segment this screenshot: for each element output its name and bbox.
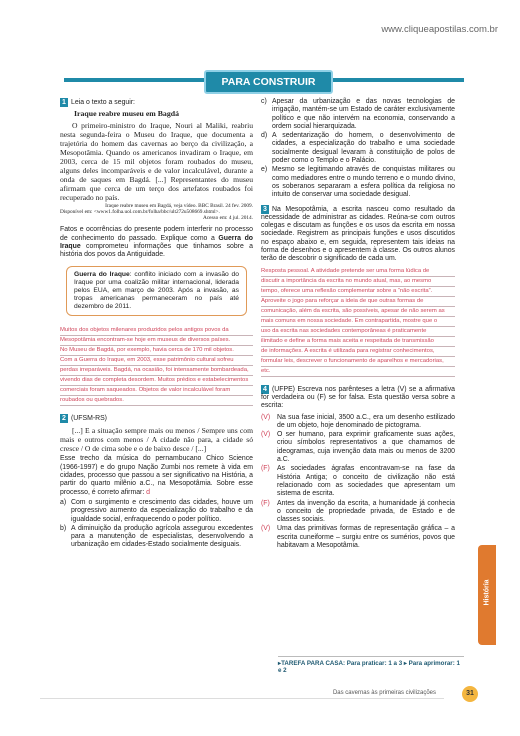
glossary-text: : conflito iniciado com a invasão do Iraque por uma coalizão militar internacional, liderada pelos EUA, em março de 2003. Após a invasão, as tropas americanas permaneceram no país até dezembro de 2011. bbox=[74, 270, 239, 311]
q2-option-b bbox=[60, 525, 253, 550]
source-line-2: Disponível em: <www1.folha.uol.com.br/folha/bbc/ult272u508669.shtml>. bbox=[60, 208, 220, 215]
q3-number: 3 bbox=[261, 205, 269, 214]
tf-mark: (F) bbox=[261, 499, 270, 507]
answer-line: perdas irreparáveis. Bagdá, na ocasião, foi intensamente bombardeada, bbox=[60, 366, 253, 376]
option-text: A diminuição da produção agrícola assegurou excedentes para a manutenção de especialistas, desenvolvendo a urbanização em cidades-Estado socialmente desiguais. bbox=[71, 524, 253, 549]
answer-line: No Museu de Bagdá, por exemplo, havia cerca de 170 mil objetos. bbox=[60, 346, 253, 356]
q3-answer-lines bbox=[261, 267, 455, 377]
footer-rule bbox=[40, 698, 444, 699]
right-column bbox=[261, 98, 455, 551]
tf-mark: (F) bbox=[261, 465, 270, 473]
answer-line: Com a Guerra do Iraque, em 2003, esse patrimônio cultural sofreu bbox=[60, 356, 253, 366]
answer-line: uso da escrita nas sociedades contemporâneas é praticamente bbox=[261, 327, 455, 337]
answer-line: roubados ou quebrados. bbox=[60, 396, 253, 406]
glossary-term: Guerra do Iraque bbox=[74, 270, 130, 278]
q4-statement bbox=[261, 525, 455, 550]
tf-mark: (V) bbox=[261, 525, 271, 533]
option-text: Mesmo se legitimando através de conquistas militares ou como mediadores entre o mundo terreno e o mundo divino, os soberanos separaram a esfera política da religiosa no intuito de conservar uma sociedade desigual. bbox=[272, 166, 455, 199]
q2-number: 2 bbox=[60, 414, 68, 423]
subject-label: História bbox=[483, 579, 491, 606]
q4-number: 4 bbox=[261, 385, 269, 394]
answer-line: tempo, oferece uma reflexão complementar sobre a “não escrita”. bbox=[261, 287, 455, 297]
answer-line: Muitos dos objetos milenares produzidos pelos antigos povos da bbox=[60, 326, 253, 336]
left-column bbox=[60, 98, 253, 551]
answer-line: comunicação, além da escrita, são possíveis, apesar de não serem as bbox=[261, 307, 455, 317]
q2-option-a bbox=[60, 499, 253, 524]
q3-text bbox=[261, 205, 455, 264]
option-text: Apesar da urbanização e das novas tecnologias de irrigação, mantém-se um Estado de caráter exclusivamente político e que não intervém na economia, conservando a ordem social hierarquizada. bbox=[272, 98, 455, 130]
tf-mark: (V) bbox=[261, 413, 271, 421]
answer-line: Resposta pessoal. A atividade pretende ser uma forma lúdica de bbox=[261, 267, 455, 277]
option-key: b) bbox=[60, 524, 67, 532]
section-title: PARA CONSTRUIR bbox=[204, 70, 333, 94]
article-text: O primeiro-ministro do Iraque, Nouri al Maliki, reabriu nesta segunda-feira o Museu do Iraque, que documenta a trajetória do homem das cavernas ao berço da civilização, a Mesopotâmia. Quando os americanos invadiram o Iraque, em 2003, cerca de 15 mil objetos foram roubados do museu, alguns deles incomparáveis e de valor incalculável, durante a onda de saques em Bagdá. [...] Representantes do museu afirmam que cerca de um terço dos artefatos roubados foi recuperado no país. bbox=[60, 120, 253, 202]
q1-intro bbox=[60, 98, 253, 107]
answer-line: comerciais foram saqueados. Objetos de valor incalculável foram bbox=[60, 386, 253, 396]
q2-text bbox=[60, 455, 253, 496]
q2-option-e bbox=[261, 166, 455, 199]
answer-line: mais comuns em nossa sociedade. Em contrapartida, mostre que o bbox=[261, 317, 455, 327]
answer-line: etc. bbox=[261, 367, 455, 377]
q4-statement bbox=[261, 431, 455, 464]
option-key: d) bbox=[261, 132, 268, 140]
q4-text bbox=[261, 385, 455, 411]
q1-prompt bbox=[60, 226, 253, 259]
q4-statement bbox=[261, 465, 455, 498]
q2-answer-mark: d bbox=[146, 488, 151, 496]
statement-text: Na sua fase inicial, 3500 a.C., era um desenho estilizado de um objeto, hoje denominado de pictograma. bbox=[277, 413, 455, 429]
q2-text-body: Esse trecho da música do pernambucano Chico Science (1966-1997) e do grupo Nação Zumbi nos remete à vida em cidades, processo que passou a ser significativo na História, a partir do quarto milênio a.C., na Mesopotâmia. Sobre esse processo, é correto afirmar: bbox=[60, 455, 253, 496]
q2-option-c bbox=[261, 98, 455, 131]
q2-heading bbox=[60, 414, 253, 423]
q1-prompt-bold: Guerra do Iraque bbox=[60, 234, 253, 251]
q1-prompt-a: Fatos e ocorrências do presente podem interferir no processo de conhecimento do passado. Explique como a bbox=[60, 226, 253, 242]
answer-line: Aproveite o jogo para reforçar a ideia de que outras formas de bbox=[261, 297, 455, 307]
site-url[interactable]: www.cliqueapostilas.com.br bbox=[381, 24, 498, 35]
option-key: a) bbox=[60, 498, 67, 506]
answer-line: vivendo dias de completa desordem. Muitos prédios e estabelecimentos bbox=[60, 376, 253, 386]
answer-line: Mesopotâmia encontram-se hoje em museus de diversos países. bbox=[60, 336, 253, 346]
article-title: Iraque reabre museu em Bagdá bbox=[74, 109, 179, 119]
statement-text: O ser humano, para exprimir graficamente suas ações, criou símbolos representativos a que chamamos de ideogramas, cuja invenção data mais ou menos de 3200 a.C. bbox=[277, 431, 455, 464]
tf-mark: (V) bbox=[261, 431, 271, 439]
q1-answer-lines bbox=[60, 326, 253, 406]
q4-text-body: (UFPE) Escreva nos parênteses a letra (V) se a afirmativa for verdadeira ou (F) se for falsa. Esta questão versa sobre a escrita: bbox=[261, 385, 455, 410]
answer-line: ilimitado e define a forma mais aceita e respeitada de transmissão bbox=[261, 337, 455, 347]
statement-text: Uma das primitivas formas de representação gráfica – a escrita cuneiforme – surgiu entre os sumérios, povos que habitavam a Mesopotâmia. bbox=[277, 525, 455, 549]
page-number: 31 bbox=[462, 686, 478, 702]
subject-side-tab bbox=[478, 545, 496, 645]
statement-text: As sociedades ágrafas encontravam-se na fase da História Antiga; o conceito de civilização não está relacionado com as sociedades que apresentam um sistema de escrita. bbox=[277, 465, 455, 498]
option-key: c) bbox=[261, 98, 267, 105]
option-key: e) bbox=[261, 166, 268, 174]
option-text: Com o surgimento e crescimento das cidades, houve um progressivo aumento da especialização do trabalho e da igualdade social, enfraquecendo o poder político. bbox=[71, 498, 253, 523]
homework-note: ▸TAREFA PARA CASA: Para praticar: 1 a 3 ▸ Para aprimorar: 1 e 2 bbox=[278, 656, 464, 674]
q1-prompt-b: comprometeu informações que tinhamos sobre a história dos povos da Antiguidade. bbox=[60, 243, 253, 259]
answer-line: de informações. A escrita é utilizada para registrar conhecimentos, bbox=[261, 347, 455, 357]
q4-statement bbox=[261, 500, 455, 525]
q1-number: 1 bbox=[60, 98, 68, 107]
glossary-box bbox=[66, 266, 247, 316]
source-line-3: Acesso em: 4 jul. 2014. bbox=[202, 215, 253, 222]
q4-statement bbox=[261, 414, 455, 431]
chapter-title: Das cavernas às primeiras civilizações bbox=[332, 690, 436, 696]
q3-text-body: Na Mesopotâmia, a escrita nasceu como resultado da necessidade de administrar as cidades. Reúna-se com outros colegas e discutam as funções e os usos da escrita em nossa sociedade. Registrem as principais funções e usos discutidos no espaço abaixo e, em seguida, representem tais ideias na forma de desenhos e o apresentem à classe. Os outros alunos terão de descobrir o significado de cada um. bbox=[261, 205, 455, 263]
q2-quote: [...] E a situação sempre mais ou menos / Sempre uns com mais e outros com menos / A cidade não para, a cidade só cresce / O de cima sobe e o de baixo desce / [...] bbox=[60, 426, 253, 454]
answer-line: formular leis, descrever o funcionamento de aparelhos e mercadorias, bbox=[261, 357, 455, 367]
answer-line: discutir a importância da escrita no mundo atual, mas, ao mesmo bbox=[261, 277, 455, 287]
option-text: A sedentarização do homem, o desenvolvimento de cidades, a especialização do trabalho e uma sociedade socialmente desigual levaram à constituição de polos de poder como o Templo e o Palácio. bbox=[272, 132, 455, 165]
section-header bbox=[64, 62, 464, 98]
article-source bbox=[60, 203, 253, 222]
q2-source: (UFSM-RS) bbox=[71, 415, 107, 423]
q2-option-d bbox=[261, 132, 455, 165]
source-line-1: Iraque reabre museu em Bagdá, veja vídeo. BBC Brasil. 24 fev. 2009. bbox=[105, 202, 253, 209]
q1-intro-text: Leia o texto a seguir: bbox=[71, 99, 135, 106]
page-footer bbox=[40, 688, 484, 706]
statement-text: Antes da invenção da escrita, a humanidade já conhecia o conceito de propriedade privada, de Estado e de classes sociais. bbox=[277, 499, 455, 524]
